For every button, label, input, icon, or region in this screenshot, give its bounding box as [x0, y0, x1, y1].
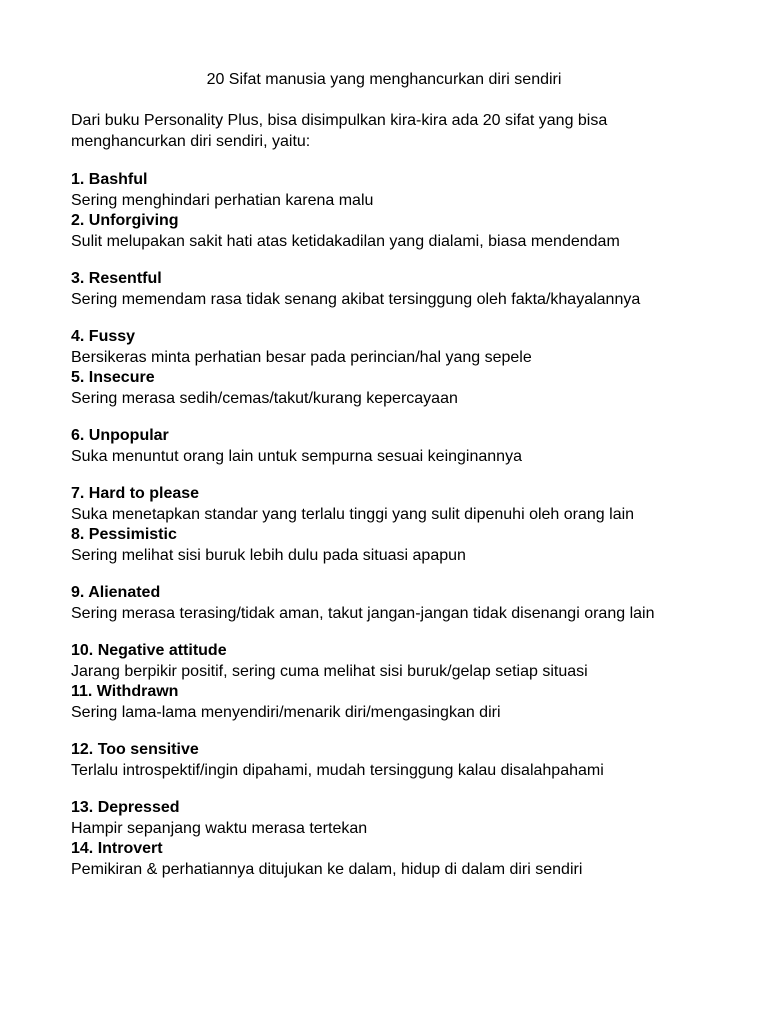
trait-name: 12. Too sensitive — [71, 741, 199, 758]
trait-list — [71, 170, 731, 880]
trait-name: 7. Hard to please — [71, 485, 200, 502]
trait-description: Sulit melupakan sakit hati atas ketidakadilan yang dialami, biasa mendendam — [71, 232, 620, 250]
trait-description: Jarang berpikir positif, sering cuma melihat sisi buruk/gelap setiap situasi — [71, 662, 588, 680]
list-item — [71, 839, 731, 880]
list-item — [71, 269, 731, 310]
trait-name: 11. Withdrawn — [71, 683, 179, 700]
trait-name: 3. Resentful — [71, 270, 162, 287]
list-item — [71, 682, 731, 723]
list-item — [71, 740, 731, 781]
list-item — [71, 170, 731, 211]
trait-name: 9. Alienated — [71, 584, 161, 601]
trait-description: Pemikiran & perhatiannya ditujukan ke dalam, hidup di dalam diri sendiri — [71, 860, 583, 878]
trait-name: 6. Unpopular — [71, 427, 169, 444]
trait-name: 8. Pessimistic — [71, 526, 177, 543]
trait-description: Sering merasa sedih/cemas/takut/kurang kepercayaan — [71, 389, 458, 407]
trait-description: Terlalu introspektif/ingin dipahami, mudah tersinggung kalau disalahpahami — [71, 761, 604, 779]
trait-description: Sering melihat sisi buruk lebih dulu pada situasi apapun — [71, 546, 466, 564]
list-item — [71, 583, 731, 624]
list-item — [71, 798, 731, 839]
trait-description: Sering lama-lama menyendiri/menarik diri/mengasingkan diri — [71, 703, 501, 721]
trait-name: 2. Unforgiving — [71, 212, 179, 229]
trait-description: Sering memendam rasa tidak senang akibat tersinggung oleh fakta/khayalannya — [71, 290, 641, 308]
list-item — [71, 426, 731, 467]
trait-description: Sering menghindari perhatian karena malu — [71, 191, 374, 209]
trait-name: 4. Fussy — [71, 328, 136, 345]
trait-description: Hampir sepanjang waktu merasa tertekan — [71, 819, 368, 837]
document-title: 20 Sifat manusia yang menghancurkan diri sendiri — [206, 71, 562, 88]
trait-name: 1. Bashful — [71, 171, 148, 188]
trait-name: 14. Introvert — [71, 840, 163, 857]
trait-name: 13. Depressed — [71, 799, 180, 816]
list-item — [71, 525, 731, 566]
trait-description: Suka menetapkan standar yang terlalu tinggi yang sulit dipenuhi oleh orang lain — [71, 505, 635, 523]
trait-description: Bersikeras minta perhatian besar pada perincian/hal yang sepele — [71, 348, 532, 366]
list-item — [71, 641, 731, 682]
list-item — [71, 484, 731, 525]
list-item — [71, 368, 731, 409]
trait-name: 10. Negative attitude — [71, 642, 227, 659]
intro-paragraph: Dari buku Personality Plus, bisa disimpulkan kira-kira ada 20 sifat yang bisa menghancurkan diri sendiri, yaitu: — [71, 112, 608, 150]
trait-name: 5. Insecure — [71, 369, 155, 386]
list-item — [71, 211, 731, 252]
trait-description: Suka menuntut orang lain untuk sempurna sesuai keinginannya — [71, 447, 522, 465]
list-item — [71, 327, 731, 368]
trait-description: Sering merasa terasing/tidak aman, takut jangan-jangan tidak disenangi orang lain — [71, 604, 655, 622]
